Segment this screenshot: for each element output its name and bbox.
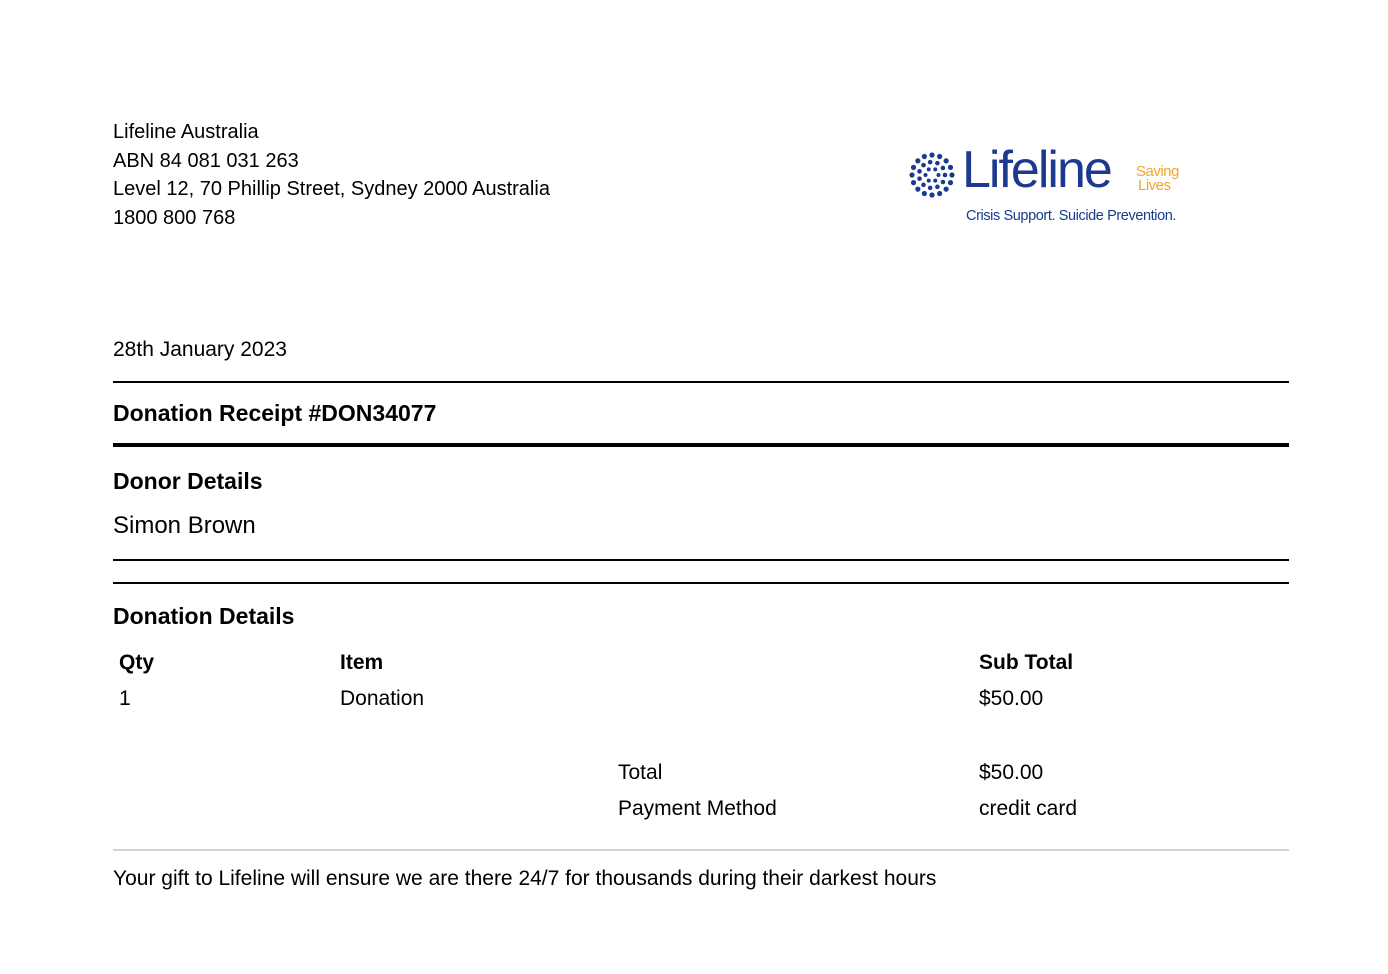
org-phone: 1800 800 768 (113, 206, 236, 229)
logo-tagline-line1: Saving (1136, 163, 1179, 180)
org-address: Level 12, 70 Phillip Street, Sydney 2000 Australia (113, 178, 550, 200)
lifeline-dots-icon (908, 151, 956, 199)
footer-message: Your gift to Lifeline will ensure we are there 24/7 for thousands during their darkest hours (113, 867, 937, 890)
logo-dot (915, 187, 920, 192)
logo-dot (948, 180, 953, 185)
logo-dot (948, 165, 953, 170)
logo-dot (927, 179, 931, 183)
logo-subtitle: Crisis Support. Suicide Prevention. (966, 208, 1177, 224)
logo-dot (937, 173, 941, 177)
logo-dot (924, 173, 928, 177)
logo-tagline (1136, 165, 1179, 193)
logo-dot (943, 173, 948, 178)
logo-dot (933, 167, 937, 171)
payment-method-value: credit card (979, 797, 1078, 820)
logo-dot (915, 158, 920, 163)
divider (113, 443, 1289, 447)
receipt-date: 28th January 2023 (113, 338, 287, 361)
logo-dot (922, 154, 927, 159)
logo-dot (937, 154, 942, 159)
logo-dot (937, 191, 942, 196)
logo-dot (944, 158, 949, 163)
logo-dot (949, 172, 954, 177)
logo-dot (921, 163, 926, 168)
logo-dot (935, 185, 940, 190)
donor-name: Simon Brown (113, 512, 256, 539)
logo-dot (933, 179, 937, 183)
logo-dot (941, 166, 946, 171)
org-abn: ABN 84 081 031 263 (113, 149, 299, 172)
payment-method-label: Payment Method (618, 797, 777, 820)
logo-dot (941, 180, 946, 185)
total-value: $50.00 (979, 761, 1044, 784)
row-item: Donation (340, 687, 425, 710)
receipt-title: Donation Receipt #DON34077 (113, 400, 437, 426)
logo-dot (917, 169, 922, 174)
donation-details-heading: Donation Details (113, 603, 295, 629)
row-subtotal: $50.00 (979, 687, 1044, 710)
logo-dot (922, 191, 927, 196)
org-name: Lifeline Australia (113, 121, 259, 143)
logo-dot (928, 160, 933, 165)
total-label: Total (618, 761, 663, 784)
logo-dot (944, 187, 949, 192)
logo-dot (929, 152, 934, 157)
column-header-qty: Qty (119, 651, 155, 674)
lifeline-logo (908, 141, 1208, 228)
logo-wordmark: Lifeline (962, 141, 1111, 199)
logo-dot (927, 167, 931, 171)
logo-dot (911, 165, 916, 170)
logo-dot (929, 192, 934, 197)
logo-dot (935, 161, 940, 166)
footer-divider (113, 849, 1289, 851)
row-qty: 1 (119, 687, 131, 710)
divider (113, 381, 1289, 383)
divider (113, 559, 1289, 561)
divider (113, 582, 1289, 584)
logo-dot (911, 180, 916, 185)
organization-details (113, 118, 550, 232)
logo-tagline-line2: Lives (1138, 177, 1171, 194)
column-header-subtotal: Sub Total (979, 651, 1074, 674)
logo-dot (928, 186, 933, 191)
donor-details-heading: Donor Details (113, 468, 263, 494)
column-header-item: Item (340, 651, 384, 674)
logo-dot (921, 183, 926, 188)
logo-dot (909, 172, 914, 177)
logo-dot (917, 176, 922, 181)
